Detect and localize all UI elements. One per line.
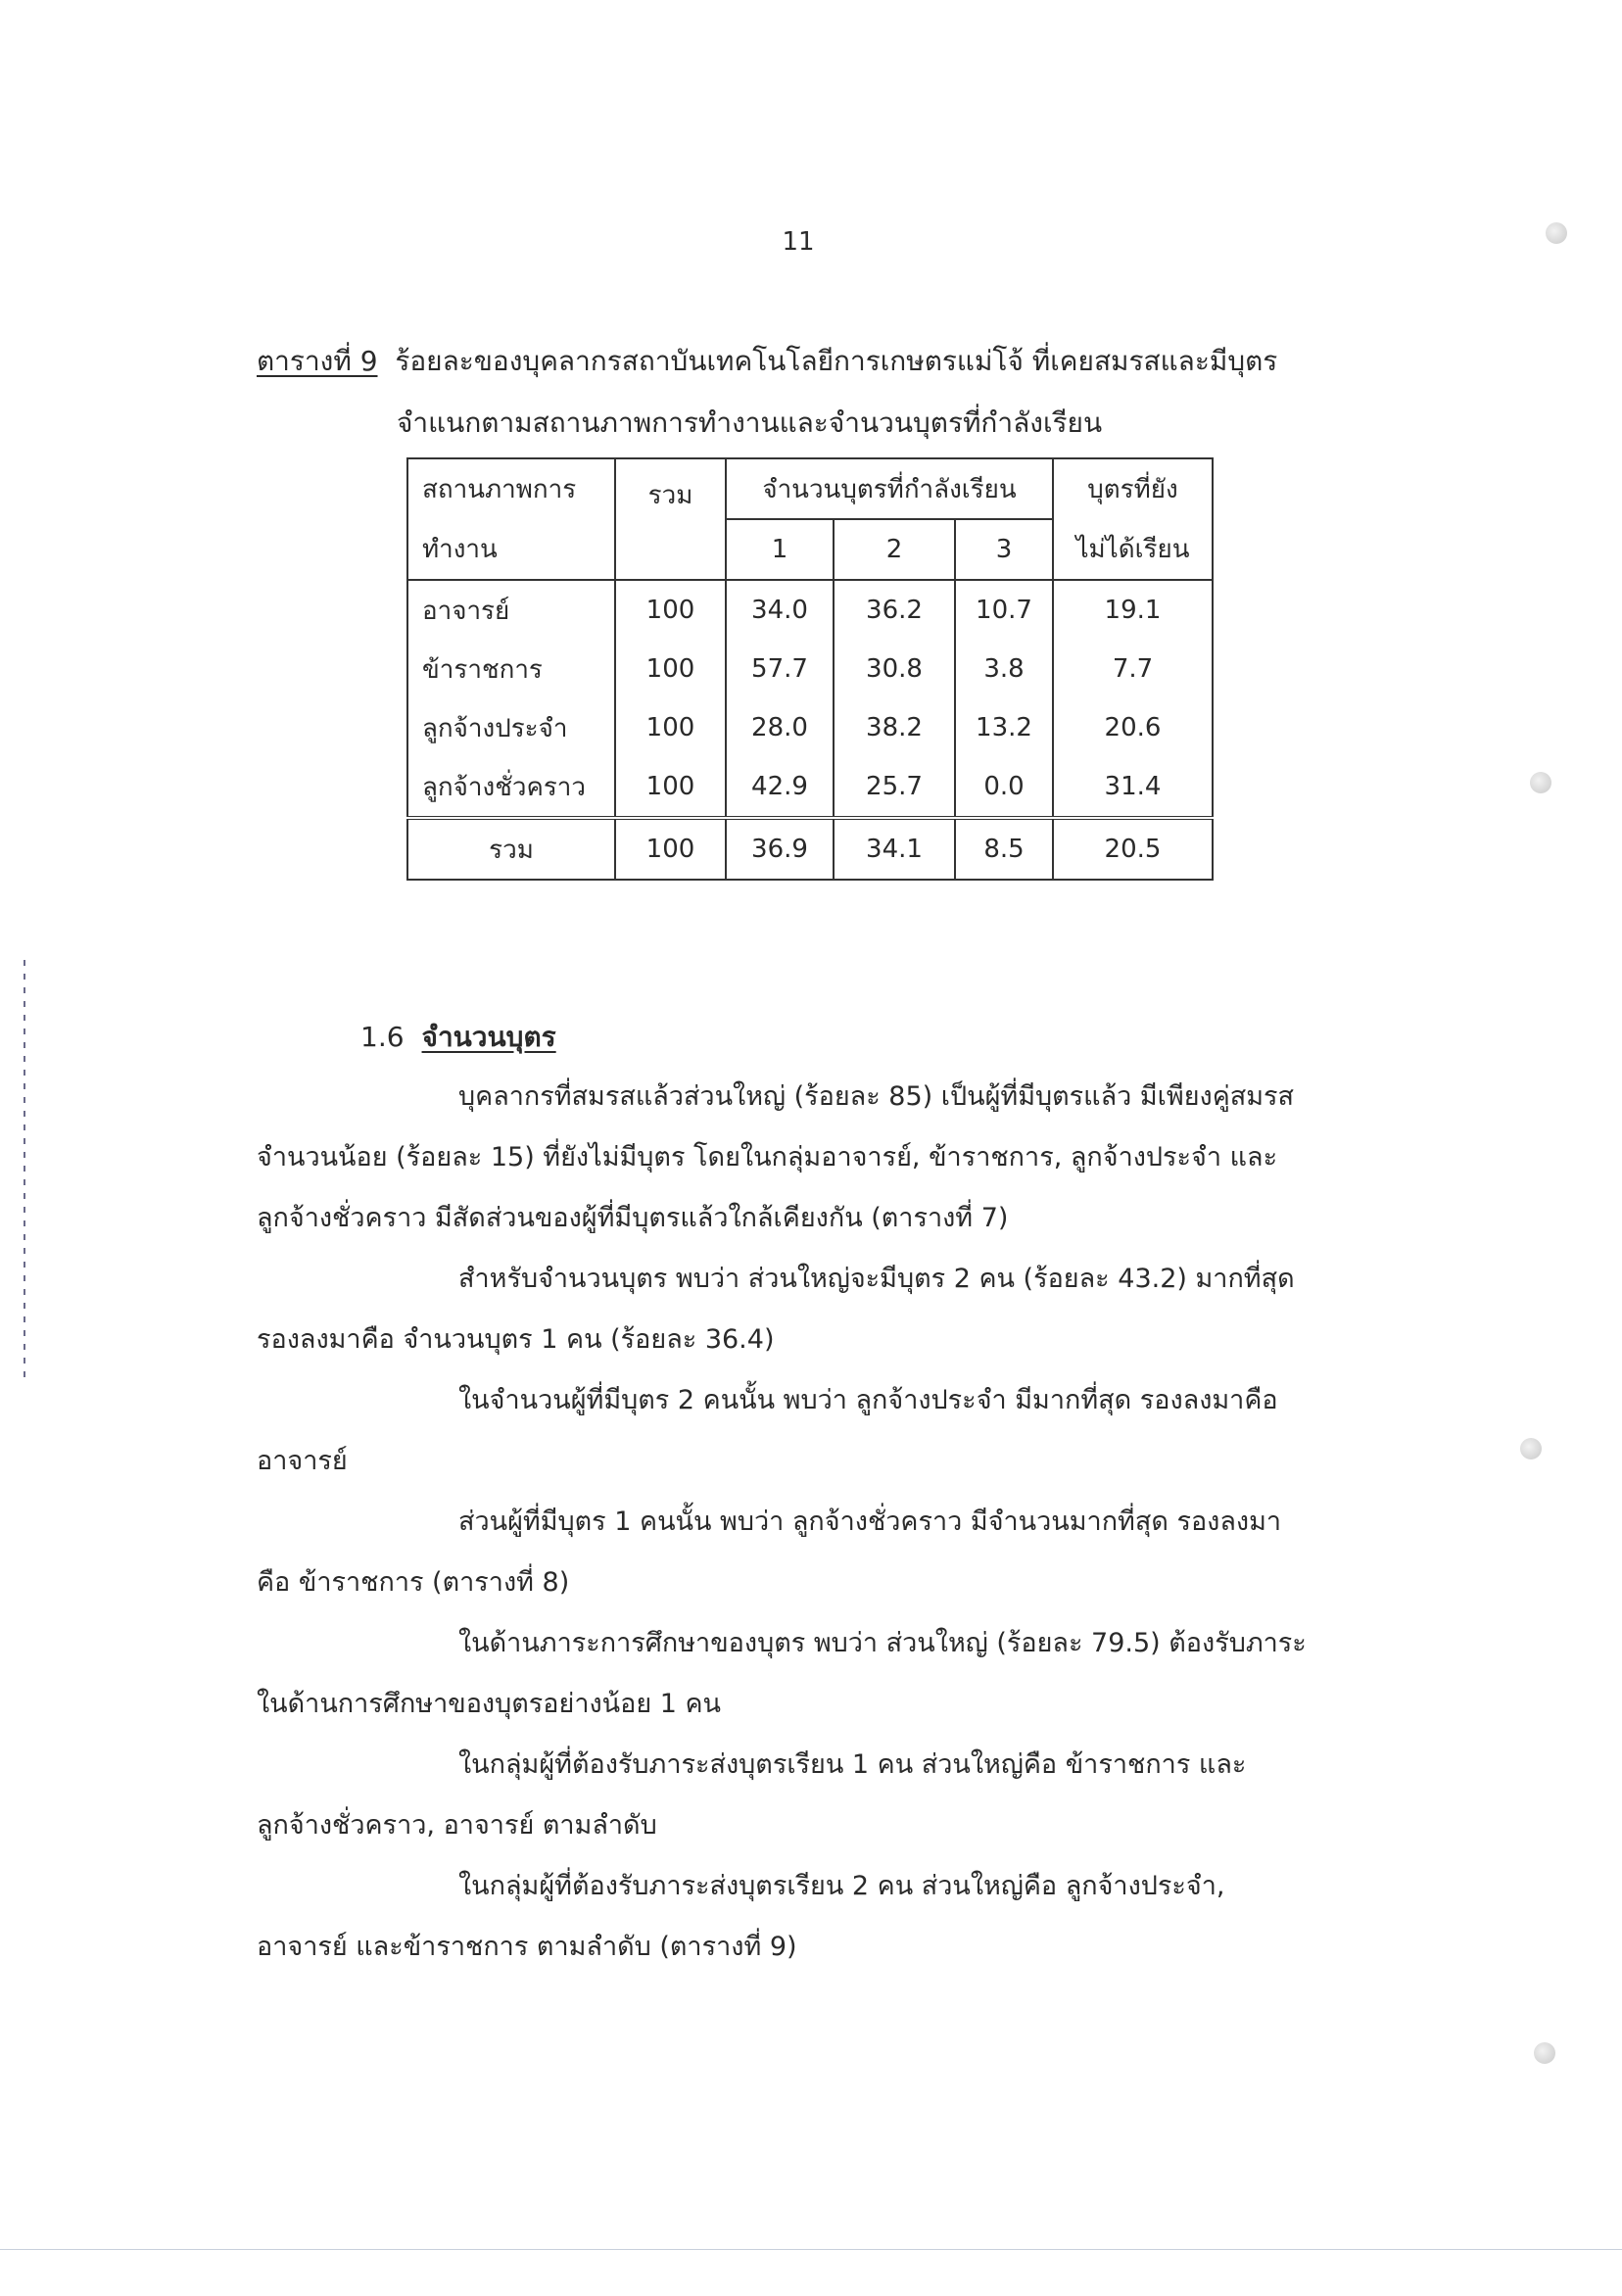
table-caption xyxy=(257,340,1277,383)
row-total: 100 xyxy=(615,698,726,757)
body-line: จำนวนน้อย (ร้อยละ 15) ที่ยังไม่มีบุตร โดยในกลุ่มอาจารย์, ข้าราชการ, ลูกจ้างประจำ และ xyxy=(257,1142,1278,1172)
row-c2: 30.8 xyxy=(834,640,955,698)
section-heading xyxy=(360,1016,556,1059)
row-none: 7.7 xyxy=(1053,640,1213,698)
header-status-2: ทำงาน xyxy=(407,519,615,580)
row-total: 100 xyxy=(615,757,726,818)
table-row xyxy=(407,580,1213,640)
body-line: ลูกจ้างชั่วคราว มีสัดส่วนของผู้ที่มีบุตรแล้วใกล้เคียงกัน (ตารางที่ 7) xyxy=(257,1203,1009,1233)
total-none: 20.5 xyxy=(1053,818,1213,880)
margin-scan-mark xyxy=(24,960,25,1381)
page-number: 11 xyxy=(782,227,815,257)
punch-hole-mark xyxy=(1534,2042,1555,2064)
body-line: บุคลากรที่สมรสแล้วส่วนใหญ่ (ร้อยละ 85) เป็นผู้ที่มีบุตรแล้ว มีเพียงคู่สมรส xyxy=(458,1081,1295,1112)
row-c2: 25.7 xyxy=(834,757,955,818)
table-row xyxy=(407,640,1213,698)
row-c3: 3.8 xyxy=(955,640,1053,698)
row-status: ลูกจ้างประจำ xyxy=(407,698,615,757)
scan-edge-line xyxy=(0,2249,1622,2250)
body-line: อาจารย์ xyxy=(257,1446,348,1476)
punch-hole-mark xyxy=(1546,222,1567,244)
row-c1: 57.7 xyxy=(726,640,834,698)
table-header-row xyxy=(407,458,1213,519)
header-not-studying-2: ไม่ได้เรียน xyxy=(1053,519,1213,580)
row-total: 100 xyxy=(615,640,726,698)
body-line: ส่วนผู้ที่มีบุตร 1 คนนั้น พบว่า ลูกจ้างชั่วคราว มีจำนวนมากที่สุด รองลงมา xyxy=(458,1507,1282,1537)
table-subheader-row xyxy=(407,519,1213,580)
body-line: ในด้านการศึกษาของบุตรอย่างน้อย 1 คน xyxy=(257,1689,722,1719)
header-c1: 1 xyxy=(726,519,834,580)
row-c3: 0.0 xyxy=(955,757,1053,818)
row-c3: 13.2 xyxy=(955,698,1053,757)
section-number: 1.6 xyxy=(360,1021,405,1053)
table-total-row xyxy=(407,818,1213,880)
body-line: คือ ข้าราชการ (ตารางที่ 8) xyxy=(257,1567,570,1598)
body-line: อาจารย์ และข้าราชการ ตามลำดับ (ตารางที่ 9) xyxy=(257,1932,797,1962)
table-caption-line2: จำแนกตามสถานภาพการทำงานและจำนวนบุตรที่กำลังเรียน xyxy=(397,407,1103,439)
row-c1: 34.0 xyxy=(726,580,834,640)
header-total: รวม xyxy=(615,458,726,580)
header-c3: 3 xyxy=(955,519,1053,580)
header-c2: 2 xyxy=(834,519,955,580)
row-c2: 38.2 xyxy=(834,698,955,757)
body-line: รองลงมาคือ จำนวนบุตร 1 คน (ร้อยละ 36.4) xyxy=(257,1324,775,1355)
total-total: 100 xyxy=(615,818,726,880)
row-c2: 36.2 xyxy=(834,580,955,640)
total-c3: 8.5 xyxy=(955,818,1053,880)
row-status: ลูกจ้างชั่วคราว xyxy=(407,757,615,818)
body-line: สำหรับจำนวนบุตร พบว่า ส่วนใหญ่จะมีบุตร 2 คน (ร้อยละ 43.2) มากที่สุด xyxy=(458,1264,1295,1294)
body-line: ในจำนวนผู้ที่มีบุตร 2 คนนั้น พบว่า ลูกจ้างประจำ มีมากที่สุด รองลงมาคือ xyxy=(458,1385,1278,1415)
body-line: ในด้านภาระการศึกษาของบุตร พบว่า ส่วนใหญ่ (ร้อยละ 79.5) ต้องรับภาระ xyxy=(458,1628,1307,1658)
body-line: ลูกจ้างชั่วคราว, อาจารย์ ตามลำดับ xyxy=(257,1810,657,1841)
body-line: ในกลุ่มผู้ที่ต้องรับภาระส่งบุตรเรียน 2 คน ส่วนใหญ่คือ ลูกจ้างประจำ, xyxy=(458,1871,1225,1901)
row-c1: 28.0 xyxy=(726,698,834,757)
table-caption-label: ตารางที่ 9 xyxy=(257,345,378,377)
section-title: จำนวนบุตร xyxy=(421,1021,556,1053)
header-not-studying: บุตรที่ยัง xyxy=(1053,458,1213,519)
row-status: อาจารย์ xyxy=(407,580,615,640)
header-status: สถานภาพการ xyxy=(407,458,615,519)
row-c3: 10.7 xyxy=(955,580,1053,640)
row-c1: 42.9 xyxy=(726,757,834,818)
punch-hole-mark xyxy=(1520,1438,1542,1459)
header-studying: จำนวนบุตรที่กำลังเรียน xyxy=(726,458,1053,519)
row-total: 100 xyxy=(615,580,726,640)
row-none: 19.1 xyxy=(1053,580,1213,640)
body-line: ในกลุ่มผู้ที่ต้องรับภาระส่งบุตรเรียน 1 คน ส่วนใหญ่คือ ข้าราชการ และ xyxy=(458,1749,1247,1780)
table-row xyxy=(407,757,1213,818)
row-none: 20.6 xyxy=(1053,698,1213,757)
table-row xyxy=(407,698,1213,757)
row-status: ข้าราชการ xyxy=(407,640,615,698)
row-none: 31.4 xyxy=(1053,757,1213,818)
total-c2: 34.1 xyxy=(834,818,955,880)
table-caption-text: ร้อยละของบุคลากรสถาบันเทคโนโลยีการเกษตรแม่โจ้ ที่เคยสมรสและมีบุตร xyxy=(395,345,1278,377)
total-c1: 36.9 xyxy=(726,818,834,880)
data-table xyxy=(406,457,1214,881)
punch-hole-mark xyxy=(1530,772,1551,793)
total-label: รวม xyxy=(407,818,615,880)
